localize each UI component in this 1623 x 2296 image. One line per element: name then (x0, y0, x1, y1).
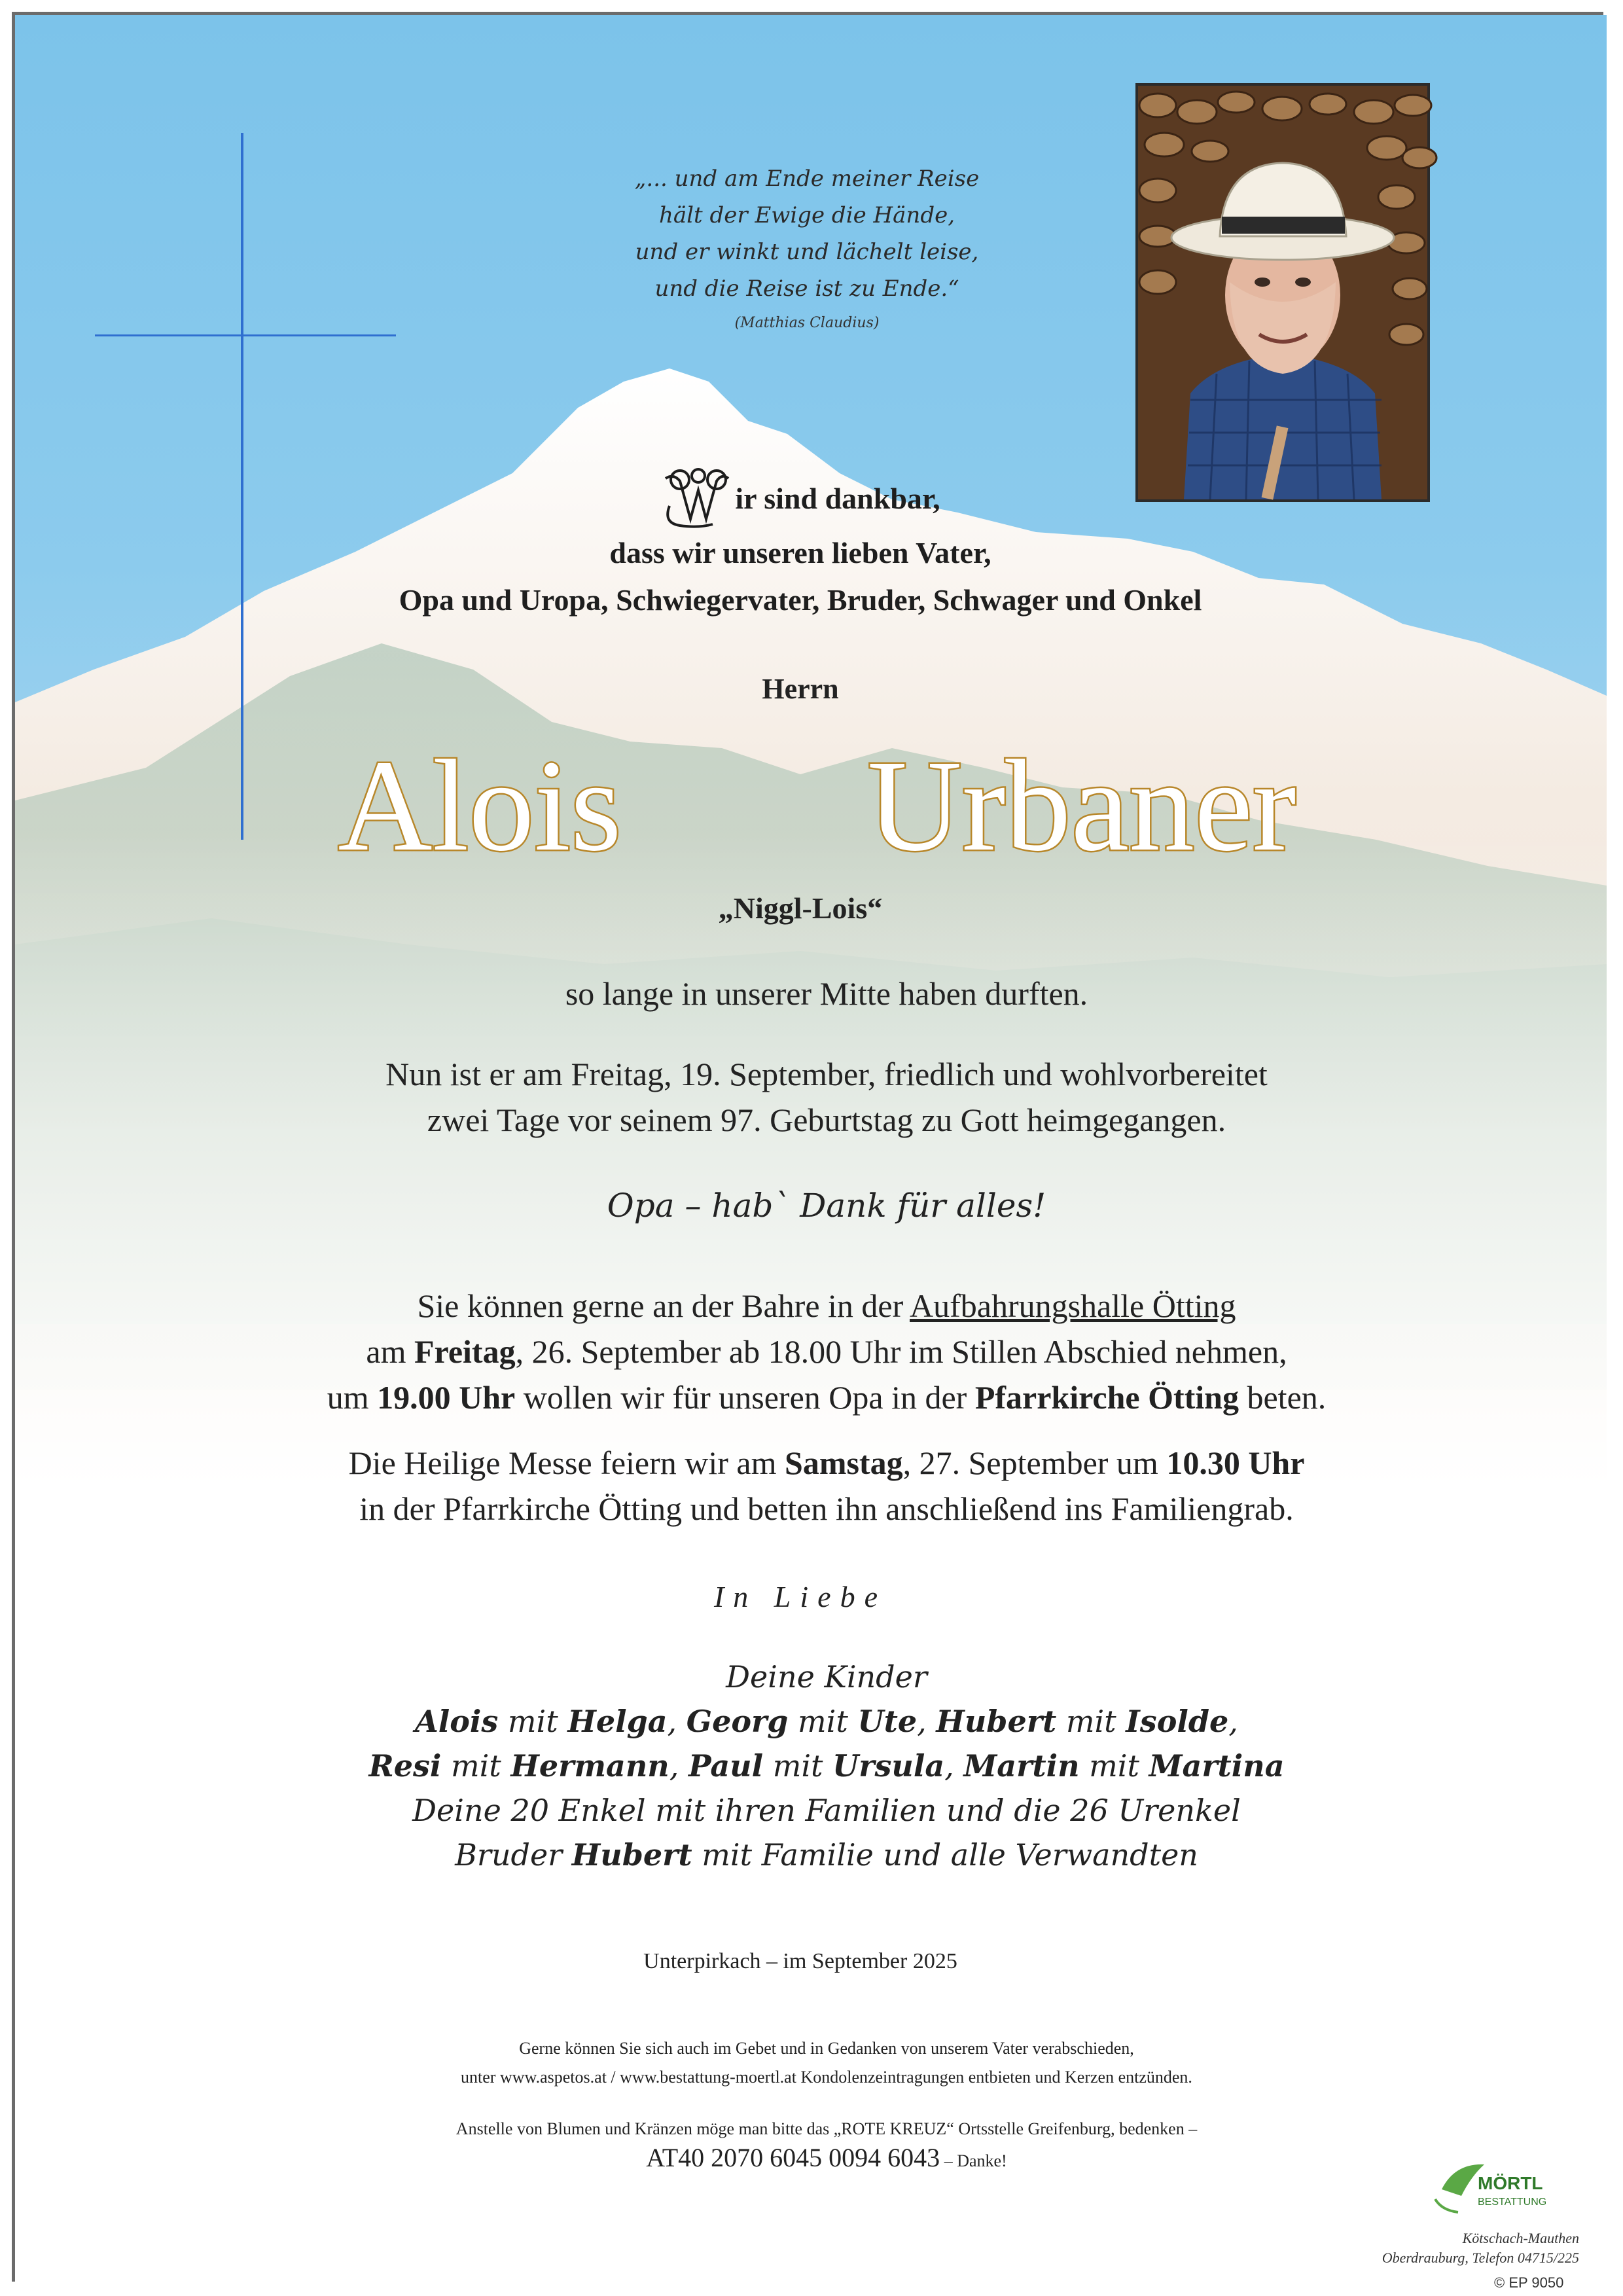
iban: AT40 2070 6045 0094 6043 (646, 2143, 940, 2172)
first-name: Alois (338, 734, 622, 878)
place-date: Unterpirkach – im September 2025 (643, 1949, 957, 1973)
mourner-name: Alois (415, 1704, 499, 1739)
text-line (133, 1329, 1520, 1374)
intro-line-2: dass wir unseren lieben Vater, (609, 536, 991, 569)
quote-line: und er winkt und lächelt leise, (635, 239, 979, 265)
text-span: am (366, 1333, 415, 1370)
text-span: mit (441, 1748, 511, 1784)
mourner-name: Hubert (936, 1704, 1057, 1739)
funeral-home-logo (1344, 2150, 1579, 2281)
text-span: Sie können gerne an der Bahre in der (417, 1287, 910, 1324)
mourners-line (133, 1744, 1520, 1788)
text-line: in der Pfarrkirche Ötting und betten ihn anschließend ins Familiengrab. (359, 1490, 1294, 1527)
text-span: Die Heilige Messe feiern wir am (348, 1444, 785, 1481)
text-bold: Pfarrkirche Ötting (974, 1379, 1239, 1416)
text-span: um (327, 1379, 378, 1416)
nickname: „Niggl-Lois“ (718, 891, 883, 925)
footer-line: Gerne können Sie sich auch im Gebet und in Gedanken von unserem Vater verabschieden, (519, 2039, 1134, 2058)
footer-line (133, 2144, 1520, 2176)
text-span: Bruder (455, 1837, 572, 1873)
logo-name: MÖRTL (1478, 2173, 1543, 2193)
text-line (133, 1440, 1520, 1486)
mourners-line (133, 1833, 1520, 1877)
quote-author: (Matthias Claudius) (734, 315, 880, 331)
intro-block (172, 467, 1429, 624)
mourner-name: Helga (567, 1704, 668, 1739)
last-name: Urbaner (867, 734, 1296, 878)
mass-info (133, 1440, 1520, 1532)
text-line: zwei Tage vor seinem 97. Geburtstag zu Gott heimgegangen. (427, 1102, 1226, 1138)
text-span: beten. (1238, 1379, 1327, 1416)
portrait-photo (1135, 83, 1430, 502)
intro-line-3: Opa und Uropa, Schwiegervater, Bruder, Schwager und Onkel (399, 583, 1202, 617)
cross-horizontal (95, 334, 396, 336)
footer-donation (133, 2115, 1520, 2176)
text-span: mit (788, 1704, 858, 1739)
intro-line-1 (172, 467, 1429, 529)
text-bold: 19.00 Uhr (377, 1379, 516, 1416)
ornamental-initial-w (660, 467, 732, 529)
quote-line: „... und am Ende meiner Reise (634, 166, 980, 192)
text-span: , (669, 1748, 688, 1784)
mourner-name: Ursula (832, 1748, 945, 1784)
text-span: , 27. September um (902, 1444, 1167, 1481)
thanks-line: Opa – hab` Dank für alles! (607, 1187, 1046, 1225)
obituary-page (12, 12, 1603, 2291)
text-span: mit (1056, 1704, 1126, 1739)
moertl-logo-icon (1344, 2150, 1579, 2229)
mourners-line (133, 1699, 1520, 1744)
mourner-name: Hermann (510, 1748, 669, 1784)
text-paragraph-2 (133, 1051, 1520, 1143)
mourners-line: Deine 20 Enkel mit ihren Familien und die 26 Urenkel (412, 1793, 1241, 1828)
text-line (133, 1283, 1520, 1329)
footer-line: Anstelle von Blumen und Kränzen möge man bitte das „ROTE KREUZ“ Ortsstelle Greifenburg, bedenken – (455, 2119, 1198, 2138)
text-span: mit (498, 1704, 568, 1739)
logo-line: Kötschach-Mauthen (1462, 2230, 1579, 2246)
quote-line: und die Reise ist zu Ende.“ (654, 276, 959, 302)
mourner-name: Paul (688, 1748, 764, 1784)
mourner-name: Isolde (1126, 1704, 1229, 1739)
in-liebe: In Liebe (713, 1580, 887, 1613)
text-span: , (944, 1748, 964, 1784)
text-paragraph-1: so lange in unserer Mitte haben durften. (565, 975, 1088, 1012)
logo-address (1344, 2229, 1579, 2268)
footer-condolence (133, 2034, 1520, 2092)
text-bold: Freitag (414, 1333, 516, 1370)
logo-line: Oberdrauburg, Telefon 04715/225 (1382, 2250, 1579, 2266)
quote-line: hält der Ewige die Hände, (658, 202, 955, 228)
text-span: , 26. September ab 18.00 Uhr im Stillen Abschied nehmen, (515, 1333, 1287, 1370)
mourner-name: Georg (686, 1704, 789, 1739)
text-bold: 10.30 Uhr (1166, 1444, 1305, 1481)
mourners-list (133, 1655, 1520, 1877)
text-span: , (917, 1704, 936, 1739)
text-line (133, 1374, 1520, 1420)
text-span: , (1228, 1704, 1238, 1739)
mourner-name: Resi (368, 1748, 442, 1784)
salutation: Herrn (762, 673, 839, 705)
mourner-name: Martina (1149, 1748, 1285, 1784)
document-code: © EP 9050 (1494, 2274, 1564, 2291)
text-span: mit Familie und alle Verwandten (692, 1837, 1198, 1873)
footer-line: unter www.aspetos.at / www.bestattung-moertl.at Kondolenzeintragungen entbieten und Kerzen entzünden. (461, 2068, 1192, 2087)
mourners-line: Deine Kinder (726, 1659, 927, 1695)
danke: – Danke! (940, 2151, 1007, 2170)
mourner-name: Martin (963, 1748, 1080, 1784)
text-span: wollen wir für unseren Opa in der (515, 1379, 975, 1416)
portrait-illustration (1138, 86, 1427, 499)
venue-hall: Aufbahrungshalle Ötting (910, 1287, 1236, 1324)
intro-line-1-text: ir sind dankbar, (735, 482, 940, 515)
text-bold: Samstag (785, 1444, 903, 1481)
text-line: Nun ist er am Freitag, 19. September, friedlich und wohlvorbereitet (385, 1056, 1268, 1092)
logo-sub: BESTATTUNG (1478, 2197, 1547, 2208)
quote-block (473, 160, 1141, 340)
mourner-name: Hubert (571, 1837, 692, 1873)
text-span: , (667, 1704, 687, 1739)
wake-info (133, 1283, 1520, 1420)
text-span: mit (1079, 1748, 1149, 1784)
deceased-name (146, 725, 1481, 882)
mourner-name: Ute (857, 1704, 918, 1739)
text-span: mit (763, 1748, 833, 1784)
